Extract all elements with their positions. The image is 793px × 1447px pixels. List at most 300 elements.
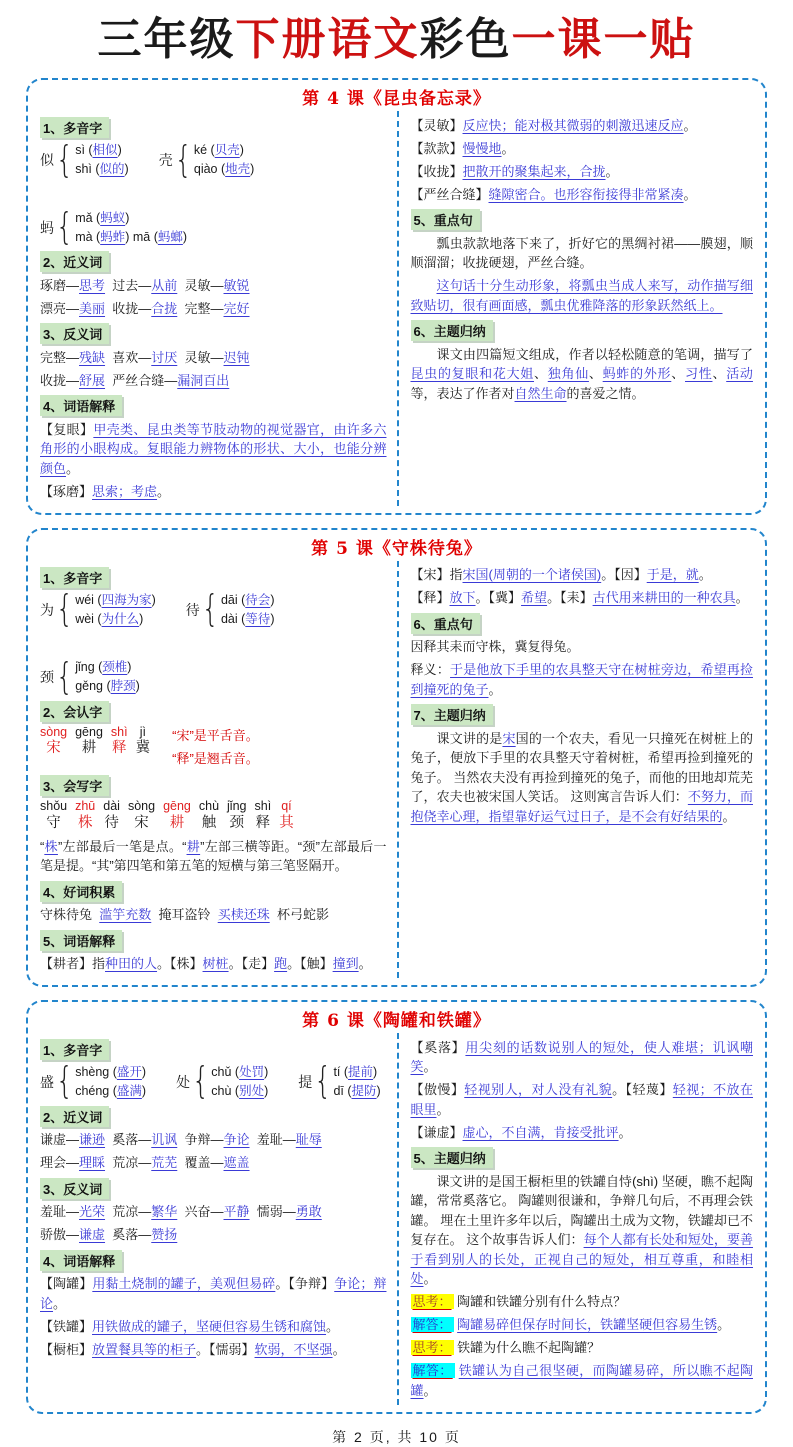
paragraph [411,162,754,182]
pinyin-char-item [279,799,294,832]
example-word: 相似 [92,143,118,158]
highlighted-term: 从前 [151,277,178,293]
character-text: 触 [201,814,217,831]
highlighted-term: 敏锐 [223,277,250,293]
card-left-column [40,1033,397,1405]
paragraph [411,116,754,136]
pinyin-text: mǎ ( [75,210,101,225]
example-word: 等待 [245,611,271,626]
cards-container [26,78,767,1413]
highlighted-term: 种田的人 [105,956,158,972]
brace-glyph: { [174,139,192,182]
highlighted-term: 滥竽充数 [99,907,152,923]
section-header-label: 3、反义词 [40,323,109,344]
pinyin-chars-items [40,725,158,758]
lesson-card [26,1000,767,1414]
pinyin-text: sì ( [75,143,93,158]
paragraph [40,905,387,925]
text-segment: 灵敏— [177,349,224,365]
lesson-card [26,78,767,515]
text-segment: 因释其耒而守株，冀复得兔。 [410,639,580,655]
text-segment: 。 [618,1124,632,1140]
section-header [411,320,754,341]
text-segment: 奚落— [105,1132,152,1148]
highlighted-term: 宋 [502,730,516,746]
highlighted-term: 谦逊 [79,1132,106,1148]
text-segment: 漂亮— [40,300,80,316]
section-header [40,323,387,344]
text-segment: 严丝合缝— [105,372,178,388]
section-header [411,613,754,634]
text-segment: 、 [671,366,686,382]
text-segment: 国的一个农夫，看见一只撞死在树桩上的兔子，便放下手里的农具整天守着树桩，希望再捡到撞死的兔子。 当然农夫没有再捡到撞死的兔子，而他的田地却荒芜了，农夫也被宋国人笑话。 这则寓言告诉人们： [410,730,753,805]
text-segment: 课文由四篇短文组成，作者以轻松随意的笔调，描写了 [436,346,753,362]
highlighted-term: 铁罐认为自己很坚硬，而陶罐易碎，所以瞧不起陶罐 [410,1363,753,1398]
paragraph [411,588,754,608]
pinyin-line [221,591,275,610]
example-word: 蚂蚱 [100,229,126,244]
example-word: 处罚 [239,1065,265,1080]
card-left-column [40,111,397,506]
character-text: 释 [112,740,127,757]
text-segment: 。 [423,1382,437,1398]
pinyin-char-item [163,799,191,832]
pinyin-text: shì [254,799,272,814]
highlighted-term: 讥讽 [151,1132,178,1148]
text-segment: 。【耒】 [547,590,593,606]
paragraph [411,139,754,159]
text-segment: 【奚落】 [410,1039,466,1055]
pinyin-text: jì [139,724,146,739]
text-segment: 。 [358,956,372,972]
text-segment: 。【触】 [287,956,333,972]
text-segment: 。 [326,1318,340,1334]
title-segment: 下册语文 [235,14,420,65]
text-segment: 【释】 [410,590,450,606]
brace-glyph: { [56,588,74,631]
pinyin-text: dài ( [220,611,246,626]
pinyin-text: shì ( [75,162,100,177]
highlighted-term: 漏洞百出 [177,372,230,388]
character-text: 宋 [134,814,149,831]
text-segment: ”左部三横等距。“颈”左部最后一笔是提。“其”第四笔和第五笔的短横与第三笔竖隔开。 [40,838,387,874]
text-segment: 瓢虫款款地落下来了，折好它的黑绸衬裙——膜翅，顺顺溜溜；收拢硬翅，严丝合缝。 [410,235,753,271]
example-word: 盛开 [116,1065,142,1080]
highlighted-term: 买椟还珠 [217,907,270,923]
polyphone-group [185,588,275,631]
text-segment: 杯弓蛇影 [269,907,329,923]
paragraph [411,345,754,404]
text-segment: 过去— [105,277,152,293]
pinyin-char-item [128,799,155,832]
section-header-label: 7、主题归纳 [411,704,493,725]
paragraph [411,1361,754,1400]
polyphone-group [40,206,188,249]
text-segment: 【复眼】 [40,421,94,437]
highlighted-term: 繁华 [151,1204,178,1220]
text-segment: 兴奋— [177,1204,224,1220]
highlighted-term: 谦虚 [79,1227,106,1243]
section-header [40,567,387,588]
pinyin-text: sòng [40,724,68,739]
highlighted-term: 舒展 [79,372,106,388]
brace-glyph: { [56,206,74,249]
pinyin-char-item [255,799,272,832]
think-label: 思考： [412,1340,452,1356]
text-segment: 、 [534,366,548,382]
text-segment: 荒凉— [105,1155,152,1171]
text-segment: 懦弱— [249,1204,296,1220]
pinyin-chars-items [40,799,302,832]
pinyin-text: tí ( [333,1065,349,1080]
pinyin-lines [194,141,254,179]
title-segment: 三年级 [97,14,236,65]
text-segment: 的喜爱之情。 [566,385,645,401]
paragraph [411,1123,754,1143]
pinyin-text: chǔ ( [211,1065,240,1080]
text-segment: 收拢— [105,300,152,316]
highlighted-term: 完好 [223,300,250,316]
pinyin-char-item [103,799,120,832]
polyphone-char: 提 [298,1073,313,1090]
section-header-label: 1、多音字 [40,117,109,138]
highlighted-term: 撞到 [332,956,359,972]
pinyin-line [75,610,156,629]
character-text: 守 [46,814,61,831]
text-segment: 羞耻— [249,1132,296,1148]
pinyin-lines [75,141,129,179]
pinyin-text: qí [281,799,292,814]
text-segment: 灵敏— [177,277,224,293]
text-segment: 。 [605,163,619,179]
highlighted-term: 迟钝 [223,349,250,365]
paren: ) [182,229,188,244]
text-segment: 奚落— [105,1227,152,1243]
card-columns [40,1033,753,1405]
highlighted-term: 这句话十分生动形象，将瓢虫当成人来写，动作描写细致贴切，很有画面感，瓢虫优雅降落的形象跃然纸上。 [410,278,753,313]
polyphone-char: 为 [40,601,54,618]
section-header [40,117,387,138]
paragraph [40,420,387,479]
pronunciation-note: “释”是翘舌音。 [172,750,259,766]
pinyin-text: jǐng [227,799,247,814]
pronunciation-notes [172,725,259,771]
highlighted-term: 于是他放下手里的农具整天守在树桩旁边，希望再捡到撞死的兔子 [410,662,753,697]
paragraph [411,1080,754,1119]
highlighted-term: 慢慢地 [462,140,502,156]
paragraph [40,954,387,974]
polyphone-group [158,139,255,182]
text-segment: 、 [712,366,727,382]
pinyin-char-item [40,799,67,832]
pinyin-text: ké ( [193,143,215,158]
paragraph [411,729,754,827]
text-segment: 、 [588,366,603,382]
pinyin-line [221,610,275,629]
brace-glyph: { [56,1060,74,1103]
paragraph [411,1292,754,1312]
text-segment: 守株待兔 [40,907,100,923]
text-segment: 陶罐和铁罐分别有什么特点？ [453,1294,627,1310]
paren: ) [239,143,244,158]
pinyin-line [75,160,129,179]
text-segment: 【陶罐】 [40,1276,93,1292]
paren: ) [376,1083,381,1098]
paren: ) [264,1083,269,1098]
text-segment: 。 [66,460,80,476]
character-text: 耕 [81,740,97,757]
section-header [40,701,387,722]
paren: ) [141,1083,147,1098]
text-segment: 完整— [177,300,224,316]
pinyin-text: gēng [163,799,191,814]
paragraph [411,1315,754,1335]
character-text: 宋 [46,740,61,757]
card-columns [40,111,753,506]
paragraph [40,1317,387,1337]
highlighted-term: 耕 [186,838,201,854]
text-segment: 【灵敏】 [410,117,463,133]
card-right-column [397,1033,754,1405]
highlighted-term: 荒芜 [151,1155,178,1171]
pinyin-text: dī ( [333,1083,352,1098]
highlighted-term: 陶罐易碎但保存时间长，铁罐坚硬但容易生锈 [457,1317,718,1333]
pinyin-char-item [136,725,151,758]
paragraph [40,276,387,296]
pinyin-text: gěng ( [75,679,111,694]
text-segment: 。 [423,1059,437,1075]
paragraph [40,1202,387,1222]
section-header-label: 4、词语解释 [40,395,122,416]
text-segment: 。 [157,483,171,499]
section-header-label: 6、重点句 [411,613,480,634]
highlighted-term: 希望 [521,590,548,606]
pinyin-line [75,141,129,160]
highlighted-term: 思考 [79,277,106,293]
text-segment: 。【株】 [157,956,203,972]
highlighted-term: 美丽 [79,300,106,316]
pinyin-line [75,677,140,696]
paren: ) [270,592,275,607]
paragraph [40,1225,387,1245]
pinyin-line [75,1063,146,1082]
text-segment: 等，表达了作者对 [410,385,515,401]
section-header [40,251,387,272]
card-left-column [40,561,397,978]
paragraph [411,185,754,205]
section-header [411,209,754,230]
text-segment: 释义： [410,662,451,678]
pinyin-text: chéng ( [75,1083,117,1098]
paren: ) [117,143,122,158]
text-segment: 。 [423,1271,437,1287]
highlighted-term: 树桩 [202,956,229,972]
pinyin-char-item [75,799,95,832]
highlighted-term: 用黏土烧制的罐子，美观但易碎 [92,1276,276,1292]
text-segment: 收拢— [40,372,80,388]
text-segment: 【橱柜】 [40,1341,93,1357]
polyphone-char: 壳 [158,152,173,169]
section-header-label: 4、好词积累 [40,881,122,902]
highlighted-term: 宋国(周朝的一个诸侯国) [462,567,602,583]
pinyin-text: zhū [75,799,96,814]
highlighted-term: 遮盖 [223,1155,250,1171]
highlighted-term: 缝隙密合。也形容衔接得非常紧凑 [488,186,684,202]
section-header [40,881,387,902]
polyphone-char: 处 [176,1073,191,1090]
pinyin-line [194,160,254,179]
text-segment: 【琢磨】 [40,483,93,499]
text-segment: 。 [683,186,697,202]
pinyin-line [211,1082,268,1101]
section-header [40,1250,387,1271]
text-segment: 荒凉— [105,1204,152,1220]
polyphone-char: 待 [185,601,200,618]
text-segment: 【耕者】指 [40,956,106,972]
paren: ) [151,592,156,607]
section-header-label: 3、会写字 [40,775,109,796]
highlighted-term: 赞扬 [151,1227,178,1243]
highlighted-term: 跑 [274,956,288,972]
text-segment: 理会— [40,1155,80,1171]
text-segment: 【铁罐】 [40,1318,93,1334]
section-header-label: 3、反义词 [40,1178,109,1199]
pronunciation-note: “宋”是平舌音。 [172,727,259,743]
paren: ) [141,1065,147,1080]
paren: ) [125,210,130,225]
text-segment: 【严丝合缝】 [410,186,489,202]
text-segment: 羞耻— [40,1204,80,1220]
paragraph [40,299,387,319]
highlighted-term: 独角仙 [547,366,589,382]
text-segment: 课文讲的是国王橱柜里的铁罐自恃(shì) 坚硬，瞧不起陶罐，常常奚落它。 陶罐则很谦和，争辩几句后，不再理会铁罐。 埋在土里许多年以后，陶罐出土成为文物，铁罐却已不复存在。 这个故事告诉人们： [410,1173,753,1248]
highlighted-term: 争论 [223,1132,250,1148]
paragraph [40,1130,387,1150]
text-segment: 。 [735,590,749,606]
card-right-column [397,561,754,978]
text-segment: 。 [698,567,712,583]
highlighted-term: 自然生命 [514,385,567,401]
pinyin-lines [75,209,187,247]
paragraph [40,1340,387,1360]
paragraph [411,660,754,699]
pinyin-line [333,1082,380,1101]
section-header-label: 5、重点句 [411,209,480,230]
highlighted-term: 讨厌 [151,349,178,365]
highlighted-term: 每个人都有长处和短处，要善于看到别人的长处，正视自己的短处，相互尊重，和睦相处 [410,1232,753,1287]
pinyin-text: shǒu [40,799,68,814]
text-segment: 【收拢】 [410,163,463,179]
text-segment: 。 [501,140,515,156]
highlighted-term: 用尖刻的话数说别人的短处，使人难堪；讥讽嘲笑 [410,1039,753,1075]
polyphone-group [298,1060,381,1103]
section-header [40,930,387,951]
character-text: 冀 [135,740,151,757]
highlighted-term: 耻辱 [295,1132,322,1148]
paragraph [40,348,387,368]
title-segment: 一课一贴 [511,14,696,65]
highlighted-term: 习性 [685,366,713,382]
text-segment: 。 [683,117,697,133]
paragraph [411,565,754,585]
pinyin-line [75,1082,146,1101]
paren: ) [373,1065,378,1080]
text-segment: 铁罐为什么瞧不起陶罐？ [453,1340,601,1356]
highlighted-term: 光荣 [79,1204,106,1220]
lesson-title: 第 5 课《守株待兔》 [311,538,482,559]
highlighted-term: 合拢 [151,300,178,316]
text-segment: 【宋】指 [410,567,463,583]
paragraph [411,1038,754,1077]
polyphone-group [40,139,129,182]
example-word: 贝壳 [214,143,240,158]
pinyin-line [75,658,140,677]
pinyin-text: dài [103,799,120,814]
pinyin-text: dāi ( [220,592,246,607]
text-segment: 【款款】 [410,140,463,156]
pinyin-text: wéi ( [75,592,102,607]
pinyin-lines [221,591,275,629]
polyphone-char: 盛 [40,1073,54,1090]
section-header-label: 5、词语解释 [40,930,122,951]
character-text: 释 [255,814,271,831]
highlighted-term: 反应快；能对极其微弱的刺激迅速反应 [462,117,684,133]
paragraph [411,234,754,273]
text-segment: 。【走】 [228,956,275,972]
pinyin-char-item [227,799,246,832]
brace-glyph: { [192,1060,210,1103]
text-segment: 。【冀】 [475,590,522,606]
polyphone-char: 似 [40,152,54,169]
highlighted-term: 把散开的聚集起来，合拢 [462,163,606,179]
answer-label: 解答： [412,1363,453,1379]
text-segment: 完整— [40,349,80,365]
section-header [40,1039,387,1060]
highlighted-term: 甲壳类、昆虫类等节肢动物的视觉器官，由许多六角形的小眼构成。复眼能力辨物体的形状、大小，也能分辨颜色 [40,421,387,476]
pinyin-line [75,591,156,610]
pinyin-text: shì [110,724,128,739]
section-header-label: 2、近义词 [40,251,109,272]
section-header-label: 6、主题归纳 [411,320,493,341]
pinyin-lines [75,1063,146,1101]
text-segment: 【傲慢】 [410,1082,465,1098]
pinyin-text: mā ( [132,229,158,244]
paren: ) [127,660,132,675]
text-segment: 。 [436,1101,450,1117]
pinyin-line [75,209,187,228]
example-word: 似的 [99,162,125,177]
brace-glyph: { [56,139,74,182]
pinyin-text: shèng ( [75,1065,117,1080]
example-word: 蚂蚁 [100,210,126,225]
paren: ) [135,679,140,694]
highlighted-term: 古代用来耕田的一种农具 [592,590,736,606]
pinyin-text: gēng [75,724,103,739]
polyphone-row [40,1060,387,1103]
pinyin-text: chù ( [211,1083,240,1098]
highlighted-term: 轻视；不放在眼里 [410,1082,753,1117]
example-word: 脖颈 [110,679,136,694]
paragraph [40,1153,387,1173]
highlighted-term: 蚂蚱的外形 [602,366,672,382]
example-word: 为什么 [101,611,140,626]
character-text: 待 [104,814,119,831]
card-columns [40,561,753,978]
paragraph [40,1274,387,1313]
example-word: 提防 [351,1083,377,1098]
section-header-label: 4、词语解释 [40,1250,122,1271]
pinyin-line [333,1063,380,1082]
